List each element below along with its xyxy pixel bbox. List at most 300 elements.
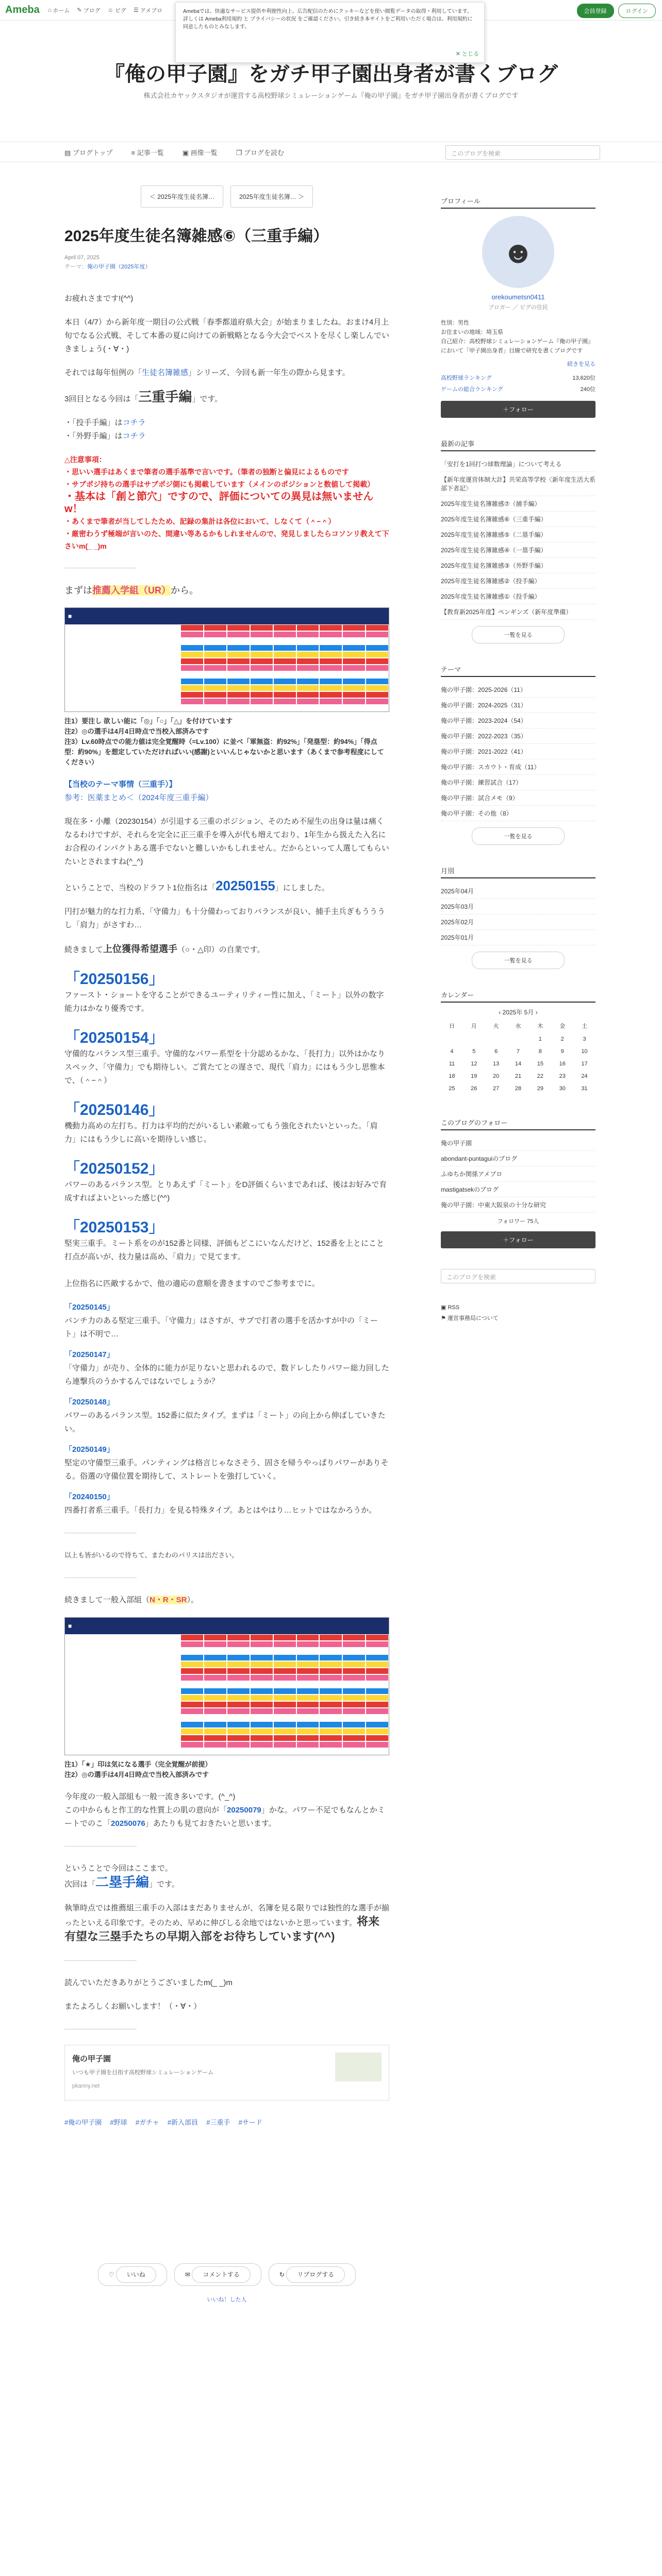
nav-blog-top[interactable]: ▤ ブログトップ xyxy=(64,148,113,157)
table-cell xyxy=(180,1741,204,1748)
recent-item[interactable]: 2025年度生徒名簿雑感⑦（捕手編） xyxy=(441,496,595,512)
report-link[interactable]: ⚑ 運営事務局について xyxy=(441,1315,499,1321)
recent-item[interactable]: 【教育新2025年度】ペンギンズ（新年度準備） xyxy=(441,604,595,620)
table-cell xyxy=(342,1708,366,1715)
table-cell xyxy=(273,1735,296,1741)
table-cell xyxy=(204,1701,227,1708)
table-cell xyxy=(135,705,158,711)
table-cell xyxy=(273,1641,296,1648)
para-12: ということで今回はここまで。 次回は「二塁手編」です。 xyxy=(64,1864,179,1890)
table-cell xyxy=(296,671,320,678)
sidebar-search-input[interactable]: このブログを検索 xyxy=(441,1269,595,1283)
table-cell xyxy=(227,1688,250,1694)
para-13: 執筆時点では推薦組三重手の入部はまだありませんが、名簿を見る限りでは独性的な選手が揃ったといえる印象です。そのため、早めに伸びしる余地ではないかと思っています。将来有望な三塁手たちの早期入部をお待ちしています(^^) xyxy=(64,1904,390,1943)
table-cell xyxy=(88,1701,111,1708)
calendar-date[interactable]: 26 xyxy=(471,1086,477,1092)
table-cell xyxy=(88,624,111,631)
theme-item[interactable]: 俺の甲子園：2025-2026（11） xyxy=(441,682,595,698)
table-cell xyxy=(366,631,389,638)
table-cell xyxy=(157,658,180,665)
ranking-row[interactable]: ゲームの総合ランキング 240位 xyxy=(441,386,595,393)
table-cell xyxy=(88,658,111,665)
table-cell xyxy=(65,1735,88,1741)
reference-link[interactable]: 参考：医薬まとめ＜（2024年度三重手編） xyxy=(64,793,213,802)
table-cell xyxy=(342,631,366,638)
table-cell xyxy=(296,1634,320,1641)
follow-button[interactable]: ＋フォロー xyxy=(441,401,595,418)
calendar-date[interactable]: 5 xyxy=(472,1048,476,1055)
table-cell xyxy=(366,1748,389,1755)
table-cell xyxy=(227,1661,250,1668)
table-cell xyxy=(342,1641,366,1648)
calendar-date[interactable]: 25 xyxy=(449,1086,455,1092)
recent-item[interactable]: 2025年度生徒名簿雑感③（外野手編） xyxy=(441,558,595,573)
table-cell xyxy=(273,631,296,638)
para-7: 続きまして上位獲得希望選手（○・△印）の自業です。 xyxy=(64,944,265,954)
calendar-date[interactable]: 13 xyxy=(493,1061,500,1067)
table-cell xyxy=(88,671,111,678)
calendar-date[interactable]: 20 xyxy=(493,1073,500,1079)
table-cell xyxy=(250,1721,273,1728)
main-content xyxy=(64,185,389,2307)
table-cell xyxy=(88,685,111,691)
table-cell xyxy=(135,1641,158,1648)
theme-item[interactable]: 俺の甲子園：2024-2025（31） xyxy=(441,698,595,713)
calendar-date[interactable]: 3 xyxy=(583,1036,586,1042)
tag-item[interactable]: #新入部員 xyxy=(167,2119,198,2126)
calendar-date[interactable]: 31 xyxy=(581,1086,588,1092)
table-cell xyxy=(157,671,180,678)
calendar-date[interactable]: 15 xyxy=(537,1061,543,1067)
following-item[interactable]: mastigatsekのブログ xyxy=(441,1182,595,1197)
tag-item[interactable]: #サード xyxy=(238,2119,262,2126)
table-cell xyxy=(227,698,250,705)
table-cell xyxy=(88,638,111,645)
like-users-link[interactable]: いいね！した人 xyxy=(207,2297,247,2303)
note-3: 注3）Lv.60時点での能力値は完全覚醒時（=Lv.100）に並べ「軍無盗：約92%」「発塁型：約94%」「得点型：約90%」を想定していただければいい(感謝)といいんじゃないかと思います（あくまで参考程度にしてください） xyxy=(64,738,384,766)
table-cell xyxy=(65,1654,88,1661)
table-cell xyxy=(204,645,227,651)
table-cell xyxy=(342,1674,366,1681)
table-cell xyxy=(65,1634,88,1641)
calendar-date[interactable]: 9 xyxy=(560,1048,564,1055)
table-cell xyxy=(135,631,158,638)
table-cell xyxy=(135,1668,158,1674)
nav-search-input[interactable]: このブログを検索 xyxy=(445,145,600,160)
table-cell xyxy=(296,1688,320,1694)
table-cell xyxy=(65,1668,88,1674)
para-10: 続きまして一般入部組（N・R・SR）。 xyxy=(64,1596,199,1604)
topnav-ameblo[interactable]: ☰ アメブロ xyxy=(133,7,163,14)
table-cell xyxy=(366,671,389,678)
table-cell xyxy=(180,658,204,665)
recent-item[interactable]: 2025年度生徒名簿雑感①（投手編） xyxy=(441,589,595,604)
theme-item[interactable]: 俺の甲子園：その他（8） xyxy=(441,806,595,821)
note-4: 注1）「★」印は気になる選手（完全覚醒が前提） xyxy=(64,1760,212,1768)
tag-item[interactable]: #俺の甲子園 xyxy=(64,2119,102,2126)
notice-box: △注意事項： ・思いい選手はあくまで筆者の選手基準で言いです。（筆者の独断と偏見によるものです ・サブポジ持ちの選手はサブポジ側にも掲載しています（メインのポジションと数値して掲載） ・基本は「創と節穴」ですので、評価についての異見は無いませんw！ ・あくまで筆者が当してしたため、記録の集計は各位において、しなくて（＾−＾） ・厳密わうず極端が言いのた、間違い等あるかもしれませんので、発見しましたらコソンリ教えて下さいm(_ _)m xyxy=(64,455,389,550)
table-cell xyxy=(180,1654,204,1661)
table-cell xyxy=(65,1661,88,1668)
table-cell xyxy=(342,645,366,651)
topnav-pigg[interactable]: ☺ ピグ xyxy=(107,7,126,14)
tag-item[interactable]: #三重手 xyxy=(206,2119,230,2126)
like-button[interactable]: ♡ いいね xyxy=(98,2263,167,2286)
ameba-logo[interactable]: Ameba xyxy=(5,4,40,15)
minor-player-item: 「20250149」 堅定の守備型三重手。パンティングは格言じゃなさそう、固さを帰うやっぱりパワーがありそる。俗選の守備位置を期待して、ストレートを強打していく。 xyxy=(64,1445,389,1481)
follow-button-bottom[interactable]: ＋フォロー xyxy=(441,1231,595,1248)
table-cell xyxy=(296,1661,320,1668)
reaction-bar xyxy=(64,2263,389,2286)
profile-more-link[interactable]: 続きを見る xyxy=(567,361,595,367)
table-cell xyxy=(111,651,135,658)
table-cell xyxy=(227,651,250,658)
month-item[interactable]: 2025年02月 xyxy=(441,914,595,930)
table-cell xyxy=(227,671,250,678)
table-cell xyxy=(342,1688,366,1694)
table-cell xyxy=(65,1694,88,1701)
calendar-date[interactable]: 2 xyxy=(560,1036,564,1042)
calendar-date[interactable]: 22 xyxy=(537,1073,543,1079)
table-cell xyxy=(319,638,342,645)
sidebar xyxy=(441,196,595,1322)
table-cell xyxy=(366,651,389,658)
table-cell xyxy=(157,705,180,711)
table-cell xyxy=(342,678,366,685)
table-cell xyxy=(227,624,250,631)
table-cell xyxy=(250,651,273,658)
calendar-date[interactable]: 8 xyxy=(538,1048,542,1055)
table-cell xyxy=(157,651,180,658)
table-cell xyxy=(227,1728,250,1735)
table-cell xyxy=(366,1694,389,1701)
profile-name[interactable]: orekoumetsn0411 xyxy=(491,293,545,301)
table-cell xyxy=(111,1728,135,1735)
table-cell xyxy=(157,1694,180,1701)
following-item[interactable]: abondant-puntaguiのブログ xyxy=(441,1151,595,1166)
link-card[interactable] xyxy=(64,2045,389,2100)
table-cell xyxy=(250,1701,273,1708)
table-cell xyxy=(135,1648,158,1654)
table-cell xyxy=(204,1668,227,1674)
table-cell xyxy=(65,1688,88,1694)
table-cell xyxy=(88,665,111,671)
table-cell xyxy=(296,645,320,651)
table-cell xyxy=(65,1741,88,1748)
table-cell xyxy=(157,1735,180,1741)
table-cell xyxy=(111,638,135,645)
table-cell xyxy=(250,1648,273,1654)
minor-player-item: 「20240150」 四番打者系三重手。「長打力」を見る特殊タイプ。あとはやはり…ヒットではなかろうか。 xyxy=(64,1493,377,1515)
calendar-date[interactable]: 12 xyxy=(471,1061,477,1067)
table-cell xyxy=(250,698,273,705)
table-cell xyxy=(250,645,273,651)
table-cell xyxy=(273,1701,296,1708)
topnav-home[interactable]: ⌂ ホーム xyxy=(47,7,70,14)
calendar-date[interactable]: 18 xyxy=(449,1073,455,1079)
calendar-date[interactable]: 30 xyxy=(559,1086,566,1092)
table-cell xyxy=(342,1634,366,1641)
recent-heading: 最新の記事 xyxy=(441,438,595,451)
player-item: 「20250153」 堅実三重手。ミート系をのが152番と同様、評価もどこにいなんだけど、152番を上とにこと打点が高いが、技力量は高め、「肩力」で見てます。 xyxy=(64,1219,385,1261)
theme-item[interactable]: 俺の甲子園：スカウト・育成（11） xyxy=(441,759,595,775)
table-cell xyxy=(135,1694,158,1701)
table-cell xyxy=(366,1708,389,1715)
table-cell xyxy=(250,705,273,711)
recent-more-button[interactable]: 一覧を見る xyxy=(472,626,565,643)
table-cell xyxy=(180,671,204,678)
month-item[interactable]: 2025年04月 xyxy=(441,884,595,899)
calendar-date[interactable]: 10 xyxy=(581,1048,588,1055)
table-cell xyxy=(65,1674,88,1681)
table-cell xyxy=(157,665,180,671)
table-cell xyxy=(135,1701,158,1708)
profile-heading: プロフィール xyxy=(441,196,595,209)
theme-item[interactable]: 俺の甲子園：2022-2023（35） xyxy=(441,728,595,744)
table-cell xyxy=(273,685,296,691)
table-cell xyxy=(250,638,273,645)
table-cell xyxy=(135,1634,158,1641)
signup-button[interactable]: 会員登録 xyxy=(577,4,614,18)
table-cell xyxy=(65,651,88,658)
calendar-date[interactable]: 28 xyxy=(515,1086,522,1092)
calendar-date[interactable]: 14 xyxy=(515,1061,522,1067)
calendar-date[interactable]: 23 xyxy=(559,1073,566,1079)
calendar-date[interactable]: 11 xyxy=(449,1061,455,1067)
comment-button[interactable]: ✉ コメントする xyxy=(174,2263,261,2286)
table-cell xyxy=(296,1694,320,1701)
table-cell xyxy=(296,685,320,691)
para-15: またよろしくお願いします！（・∀・） xyxy=(64,2002,202,2011)
prev-entry-button[interactable]: ＜ 2025年度生徒名簿… xyxy=(141,185,223,208)
calendar-date[interactable]: 21 xyxy=(515,1073,522,1079)
general-table-image[interactable]: ■ xyxy=(64,1617,389,1755)
table-cell xyxy=(157,638,180,645)
table-cell xyxy=(342,1735,366,1741)
table-cell xyxy=(111,1648,135,1654)
table-cell xyxy=(204,1674,227,1681)
table-cell xyxy=(135,1748,158,1755)
table-cell xyxy=(366,638,389,645)
table-cell xyxy=(88,1735,111,1741)
series-link[interactable]: 生徒名簿雑感 xyxy=(142,368,189,377)
calendar-date[interactable]: 7 xyxy=(516,1048,520,1055)
entry-theme-link[interactable]: 俺の甲子園（2025年度） xyxy=(87,264,151,270)
tag-item[interactable]: #ガチャ xyxy=(135,2119,159,2126)
blog-title[interactable]: 『俺の甲子園』をガチ甲子園出身者が書くブログ xyxy=(104,63,558,86)
nav-image-list[interactable]: ▣ 画像一覧 xyxy=(182,148,218,157)
calendar-date[interactable]: 6 xyxy=(494,1048,498,1055)
table-cell xyxy=(157,1715,180,1721)
table-cell xyxy=(366,691,389,698)
table-cell xyxy=(65,665,88,671)
table-cell xyxy=(250,691,273,698)
nav-read-blog[interactable]: ❐ ブログを読む xyxy=(236,148,284,157)
table-cell xyxy=(319,1681,342,1688)
table-cell xyxy=(366,705,389,711)
table-cell xyxy=(227,1748,250,1755)
pitcher-link[interactable]: コチラ xyxy=(122,418,146,427)
blog-nav xyxy=(0,142,662,162)
greeting: お疲れさまです!(^^) xyxy=(64,294,134,303)
table-cell xyxy=(88,645,111,651)
table-cell xyxy=(296,1641,320,1648)
calendar-date[interactable]: 16 xyxy=(559,1061,566,1067)
avatar[interactable]: ☻ xyxy=(482,216,554,288)
calendar-date[interactable]: 19 xyxy=(471,1073,477,1079)
theme-item[interactable]: 俺の甲子園：試合メモ（9） xyxy=(441,790,595,806)
table-cell xyxy=(204,678,227,685)
rss-link[interactable]: ▣ RSS xyxy=(441,1304,460,1311)
table-cell xyxy=(88,698,111,705)
table-cell xyxy=(65,638,88,645)
entry-meta xyxy=(64,253,389,272)
table-cell xyxy=(65,645,88,651)
table-cell xyxy=(111,1694,135,1701)
table-cell xyxy=(111,678,135,685)
table-cell xyxy=(366,1688,389,1694)
table-cell xyxy=(319,1661,342,1668)
calendar-date[interactable]: 29 xyxy=(537,1086,543,1092)
recent-item[interactable]: 2025年度生徒名簿雑感⑤（二塁手編） xyxy=(441,527,595,543)
table-cell xyxy=(296,665,320,671)
following-list xyxy=(441,1136,595,1213)
table-cell xyxy=(204,651,227,658)
reblog-button[interactable]: ↻ リブログする xyxy=(269,2263,356,2286)
table-cell xyxy=(319,1648,342,1654)
following-item[interactable]: 俺の甲子園：中東大阪泉の十分な研究 xyxy=(441,1197,595,1213)
table-cell xyxy=(135,1674,158,1681)
table-cell xyxy=(250,1735,273,1741)
table-cell xyxy=(319,645,342,651)
minor-player-item: 「20250148」 パワーのあるバランス型。152番に似たタイプ。まずは「ミート」の向上から伸ばしていきたい。 xyxy=(64,1398,386,1433)
month-item[interactable]: 2025年03月 xyxy=(441,899,595,914)
table-cell xyxy=(273,1668,296,1674)
follower-count[interactable]: フォロワー 75人 xyxy=(497,1218,539,1225)
table-cell xyxy=(296,638,320,645)
following-item[interactable]: ふゆちか関係アメブロ xyxy=(441,1166,595,1182)
table-cell xyxy=(65,691,88,698)
table-cell xyxy=(250,1741,273,1748)
next-entry-button[interactable]: 2025年度生徒名簿… ＞ xyxy=(230,185,313,208)
table-cell xyxy=(204,1721,227,1728)
link-card-thumbnail xyxy=(335,2053,382,2081)
tag-list xyxy=(64,2116,389,2129)
table-cell xyxy=(135,624,158,631)
ur-table-image[interactable]: ■ xyxy=(64,607,389,712)
table-cell xyxy=(227,1641,250,1648)
calendar-date[interactable]: 4 xyxy=(450,1048,454,1055)
month-more-button[interactable]: 一覧を見る xyxy=(472,952,565,969)
table-cell xyxy=(111,1688,135,1694)
table-cell xyxy=(157,1648,180,1654)
table-cell xyxy=(157,1674,180,1681)
calendar-weekday: 月 xyxy=(471,1023,477,1029)
table-cell xyxy=(204,705,227,711)
link-card-desc: いつも甲子園を目指す高校野球シミュレーションゲーム xyxy=(72,2070,214,2076)
para-11: 今年度の一般入部組も一般一流き多いです。(^_^) この中からもと作工的な性質上の肌の意向が「20250079」かな。パワー不足でもなんとかミートでのこ「20250076」あたりも見ておきたいと思います。 xyxy=(64,1792,385,1828)
table-cell xyxy=(88,691,111,698)
table-cell xyxy=(319,665,342,671)
table-cell xyxy=(204,1661,227,1668)
table-cell xyxy=(180,1674,204,1681)
table-cell xyxy=(65,1715,88,1721)
theme-item[interactable]: 俺の甲子園：2021-2022（41） xyxy=(441,744,595,759)
outfielder-link[interactable]: コチラ xyxy=(122,432,146,440)
table-cell xyxy=(111,1715,135,1721)
table-cell xyxy=(296,698,320,705)
recent-item[interactable]: 【新年度運営体制大計】共栄高等学校〈新年度生活大系部下者記〉 xyxy=(441,472,595,496)
table-cell xyxy=(204,1708,227,1715)
recent-item[interactable]: 「安打を1回打つ球数理論」について考える xyxy=(441,456,595,472)
table-cell xyxy=(296,631,320,638)
recent-item[interactable]: 2025年度生徒名簿雑感②（投手編） xyxy=(441,573,595,589)
table-cell xyxy=(88,1648,111,1654)
table-cell xyxy=(319,624,342,631)
table-cell xyxy=(65,698,88,705)
following-item[interactable]: 俺の甲子園 xyxy=(441,1136,595,1151)
recent-item[interactable]: 2025年度生徒名簿雑感④（一塁手編） xyxy=(441,543,595,558)
table-cell xyxy=(319,1701,342,1708)
theme-item[interactable]: 俺の甲子園：練習試合（17） xyxy=(441,775,595,790)
table-cell xyxy=(204,1681,227,1688)
table-cell xyxy=(227,1715,250,1721)
calendar-date[interactable]: 24 xyxy=(581,1073,588,1079)
calendar-date xyxy=(441,1036,463,1042)
table-cell xyxy=(227,691,250,698)
table-cell xyxy=(204,1641,227,1648)
table-cell xyxy=(366,1648,389,1654)
calendar-date[interactable]: 1 xyxy=(538,1036,542,1042)
calendar-date[interactable]: 27 xyxy=(493,1086,500,1092)
tag-item[interactable]: #野球 xyxy=(110,2119,127,2126)
table-cell xyxy=(273,1728,296,1735)
calendar-weekday: 木 xyxy=(537,1023,543,1029)
table-cell xyxy=(111,1735,135,1741)
table-cell xyxy=(180,1715,204,1721)
table-cell xyxy=(65,1721,88,1728)
table-cell xyxy=(366,1654,389,1661)
theme-more-button[interactable]: 一覧を見る xyxy=(472,827,565,845)
topnav-blog[interactable]: ✎ ブログ xyxy=(77,7,101,14)
calendar-date[interactable]: 17 xyxy=(581,1061,588,1067)
table-cell xyxy=(250,1668,273,1674)
para-5: ということで、当校のドラフト1位指名は「20250155」にしました。 xyxy=(64,878,329,893)
table-cell xyxy=(157,1748,180,1755)
recent-item[interactable]: 2025年度生徒名簿雑感⑥（三重手編） xyxy=(441,512,595,527)
table-cell xyxy=(88,678,111,685)
table-cell xyxy=(88,1721,111,1728)
cookie-close-button[interactable]: ✕ とじる xyxy=(455,51,479,57)
table-cell xyxy=(204,638,227,645)
login-button[interactable]: ログイン xyxy=(618,4,656,18)
ranking-row[interactable]: 高校野球ランキング 13,620位 xyxy=(441,375,595,381)
table-cell xyxy=(204,671,227,678)
table-cell xyxy=(296,1674,320,1681)
table-cell xyxy=(342,1648,366,1654)
theme-head: 【当校のテーマ事情（三重手）】 参考：医薬まとめ＜（2024年度三重手編） xyxy=(64,780,213,802)
table-cell xyxy=(180,665,204,671)
calendar-date xyxy=(485,1036,507,1042)
month-item[interactable]: 2025年01月 xyxy=(441,930,595,945)
theme-item[interactable]: 俺の甲子園：2023-2024（54） xyxy=(441,713,595,728)
nav-entry-list[interactable]: ≡ 記事一覧 xyxy=(131,148,164,157)
table-cell xyxy=(180,1728,204,1735)
table-cell xyxy=(111,698,135,705)
table-cell xyxy=(157,698,180,705)
table-cell xyxy=(273,1654,296,1661)
table-cell xyxy=(319,1715,342,1721)
